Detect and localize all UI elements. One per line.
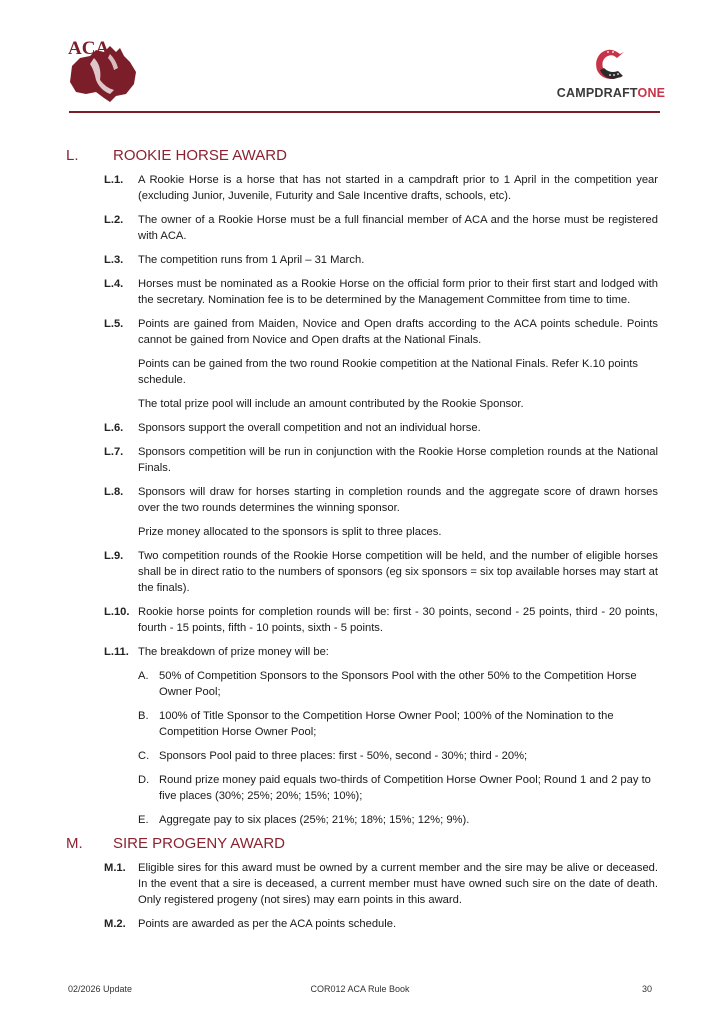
sub-item-letter: A. [138,670,149,682]
rule-text: Sponsors competition will be run in conjunction with the Rookie Horse completion rounds at the National Finals. [138,446,658,474]
sub-item [138,772,658,804]
sub-item-text: 50% of Competition Sponsors to the Sponsors Pool with the other 50% to the Competition Horse Owner Pool; [159,670,637,698]
sub-item [138,748,658,764]
rule-paragraph: The total prize pool will include an amount contributed by the Rookie Sponsor. [138,398,524,410]
rule-number: M.1. [104,862,126,874]
rule-number: L.4. [104,278,124,290]
rule-text: Two competition rounds of the Rookie Horse competition will be held, and the number of eligible horses shall be in direct ratio to the numbers of sponsors (eg six sponsors = six top available horses may start at the finals). [138,550,658,594]
rule-item [104,316,658,348]
campdraftone-wordmark: CAMPDRAFTONE [556,86,666,100]
sub-item-letter: C. [138,750,150,762]
rule-text: The breakdown of prize money will be: [138,646,329,658]
svg-text:ACA: ACA [68,38,110,59]
rule-number: L.2. [104,214,124,226]
rule-item [104,212,658,244]
sub-item [138,708,658,740]
rule-text: The owner of a Rookie Horse must be a full financial member of ACA and the horse must be registered with ACA. [138,214,658,242]
sub-item-letter: D. [138,774,150,786]
rule-text: Points are awarded as per the ACA points schedule. [138,918,397,930]
rule-item [104,644,658,660]
rule-item [104,276,658,308]
section-title: SIRE PROGENY AWARD [113,835,285,852]
rule-number: L.7. [104,446,124,458]
rule-text: Sponsors will draw for horses starting in completion rounds and the aggregate score of drawn horses over the two rounds determines the winning sponsor. [138,486,658,514]
rule-paragraph: Prize money allocated to the sponsors is split to three places. [138,526,442,538]
document-body [66,148,658,940]
rule-text: Points are gained from Maiden, Novice and Open drafts according to the ACA points schedule. Points cannot be gained from Novice and Open drafts at the National Finals. [138,318,658,346]
sub-item [138,812,658,828]
sub-item-text: Sponsors Pool paid to three places: first - 50%, second - 30%; third - 20%; [159,750,528,762]
section-heading-l [66,148,658,164]
rule-item [104,484,658,516]
rule-text: Eligible sires for this award must be owned by a current member and the sire may be alive or deceased. In the event that a sire is deceased, a current member must have owned such sire on the date of death. Only registered progeny (not sires) may earn points in this award. [138,862,658,906]
rule-text: The competition runs from 1 April – 31 March. [138,254,365,266]
header-divider [69,111,660,113]
rule-item [104,860,658,908]
sub-item-letter: B. [138,710,149,722]
rule-text: Sponsors support the overall competition and not an individual horse. [138,422,481,434]
rule-number: L.10. [104,606,130,618]
footer-page-number: 30 [641,984,652,994]
section-number: M. [66,835,83,852]
section-title: ROOKIE HORSE AWARD [113,147,287,164]
rule-item [104,548,658,596]
rule-number: L.3. [104,254,124,266]
rule-text: A Rookie Horse is a horse that has not started in a campdraft prior to 1 April in the competition year (excluding Junior, Juvenile, Futurity and Sale Incentive drafts, schools, etc). [138,174,658,202]
rule-item [104,172,658,204]
rule-item [104,420,658,436]
rule-number: L.9. [104,550,124,562]
aca-australia-map-icon [66,36,140,106]
sub-item-letter: E. [138,814,149,826]
sub-item-text: 100% of Title Sponsor to the Competition Horse Owner Pool; 100% of the Nomination to the Competition Horse Owner Pool; [159,710,614,738]
rule-text: Rookie horse points for completion rounds will be: first - 30 points, second - 25 points, third - 20 points, fourth - 15 points, fifth - 10 points, sixth - 5 points. [138,606,658,634]
rule-number: L.11. [104,646,129,658]
rule-item [104,252,658,268]
rule-item [104,604,658,636]
rule-number: L.6. [104,422,124,434]
rule-paragraph: Points can be gained from the two round Rookie competition at the National Finals. Refer K.10 points schedule. [138,358,638,386]
campdraftone-logo [548,46,674,106]
footer-update-date: 02/2026 Update [68,984,133,994]
sub-item [138,668,658,700]
rule-number: L.8. [104,486,124,498]
section-heading-m [66,836,658,852]
rule-item [104,916,658,932]
sub-item-text: Round prize money paid equals two-thirds of Competition Horse Owner Pool; Round 1 and 2 pay to five places (30%; 25%; 20%; 15%; 10%); [159,774,651,802]
footer-document-title: COR012 ACA Rule Book [310,984,410,994]
rule-item [104,444,658,476]
rule-number: M.2. [104,918,126,930]
campdraftone-c-icon [592,46,628,84]
rule-number: L.1. [104,174,124,186]
sub-item-text: Aggregate pay to six places (25%; 21%; 18%; 15%; 12%; 9%). [159,814,470,826]
rule-number: L.5. [104,318,124,330]
aca-logo [66,36,140,106]
rule-text: Horses must be nominated as a Rookie Horse on the official form prior to their first start and lodged with the secretary. Nomination fee is to be determined by the Management Committee from time to time. [138,278,658,306]
section-number: L. [66,147,79,164]
